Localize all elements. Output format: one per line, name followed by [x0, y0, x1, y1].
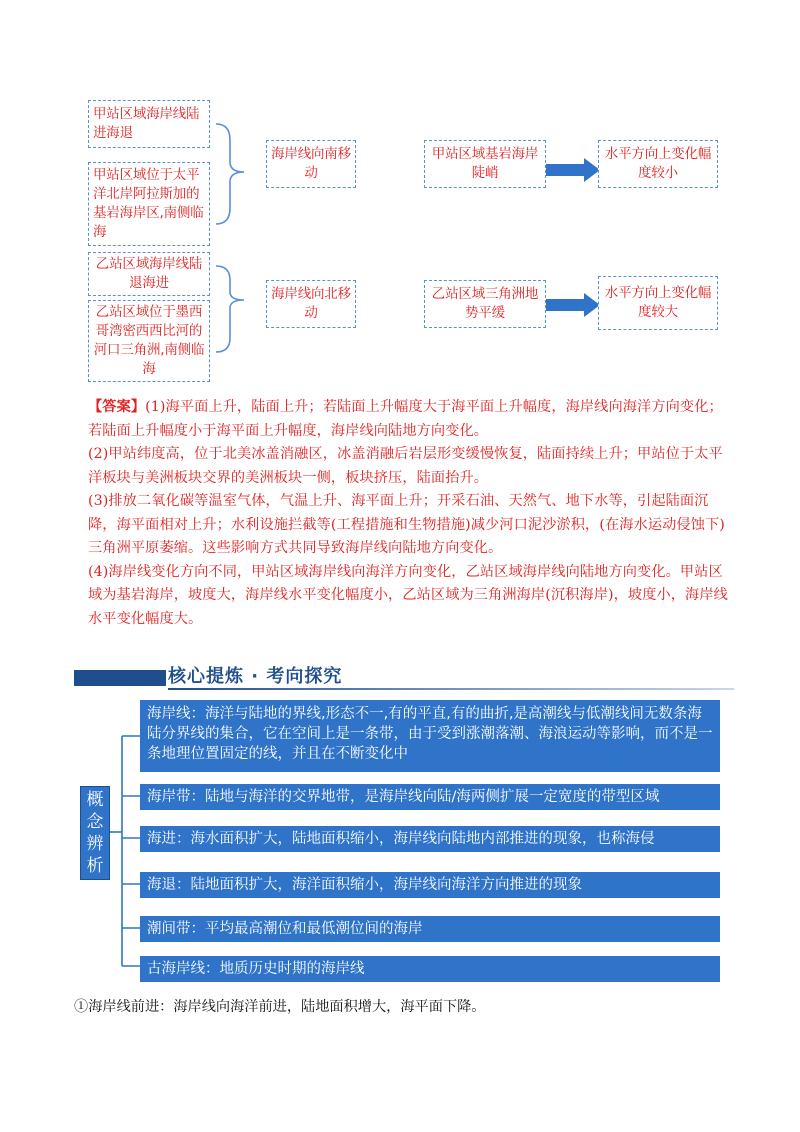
left-box-jia-location: 甲站区域位于太平洋北岸阿拉斯加的基岩海岸区,南侧临海 — [88, 162, 210, 246]
concept-item-intertidal: 潮间带：平均最高潮位和最低潮位间的海岸 — [140, 916, 720, 942]
concept-item-regression: 海退：陆地面积扩大，海洋面积缩小，海岸线向海洋方向推进的现象 — [140, 872, 720, 898]
left-box-yi-location: 乙站区域位于墨西哥湾密西西比河的河口三角洲,南侧临海 — [88, 300, 210, 382]
result-box-large: 水平方向上变化幅度较大 — [598, 276, 718, 330]
answer-section — [88, 396, 733, 631]
result-box-small: 水平方向上变化幅度较小 — [598, 140, 718, 188]
concept-root-label — [80, 786, 110, 880]
concept-item-transgression: 海进：海水面积扩大，陆地面积缩小，海岸线向陆地内部推进的现象，也称海侵 — [140, 826, 720, 852]
arrow-right-icon — [546, 293, 602, 317]
answer-paragraph-2: (2)甲站纬度高，位于北美冰盖消融区，冰盖消融后岩层形变缓慢恢复，陆面持续上升；甲站位于太平洋板块与美洲板块交界的美洲板块一侧，板块挤压，陆面抬升。 — [88, 446, 723, 486]
root-char: 念 — [86, 812, 104, 832]
left-box-jia-retreat: 甲站区域海岸线陆进海退 — [88, 100, 210, 148]
section-header — [74, 664, 734, 690]
answer-paragraph-3: (3)排放二氧化碳等温室气体，气温上升、海平面上升；开采石油、天然气、地下水等，引起陆面沉降，海平面相对上升；水利设施拦截等(工程措施和生物措施)减少河口泥沙淤积，(在海水运动侵蚀下)三角洲平原萎缩。这些影响方式共同导致海岸线向陆地方向变化。 — [88, 493, 725, 556]
brace-jia — [212, 110, 262, 240]
answer-paragraph-1 — [88, 396, 733, 443]
mid-box-south: 海岸线向南移动 — [266, 140, 356, 188]
answer-tag: 【答案】 — [88, 399, 146, 415]
concept-item-coastline: 海岸线：海洋与陆地的界线,形态不一,有的平直,有的曲折,是高潮线与低潮线间无数条海陆分界线的集合，它在空间上是一条带，由于受到涨潮落潮、海浪运动等影响，而不是一条地理位置固定的线，并且在不断变化中 — [140, 700, 720, 772]
section-header-bar — [74, 670, 166, 686]
mid-box-north: 海岸线向北移动 — [266, 280, 356, 328]
coastline-diagram — [0, 0, 800, 390]
cause-box-delta: 乙站区域三角洲地势平缓 — [424, 280, 546, 328]
section-underline — [168, 688, 734, 690]
concept-item-coastal-zone: 海岸带：陆地与海洋的交界地带，是海岸线向陆/海两侧扩展一定宽度的带型区域 — [140, 784, 720, 810]
root-char: 辨 — [86, 834, 104, 854]
left-box-yi-advance: 乙站区域海岸线陆退海进 — [88, 252, 210, 296]
brace-yi — [212, 252, 262, 382]
concept-item-ancient-coastline: 古海岸线：地质历史时期的海岸线 — [140, 956, 720, 982]
coastline-advance-note: ①海岸线前进：海岸线向海洋前进，陆地面积增大，海平面下降。 — [74, 999, 486, 1015]
answer-paragraph-4: (4)海岸线变化方向不同，甲站区域海岸线向海洋方向变化，乙站区域海岸线向陆地方向变化。甲站区域为基岩海岸，坡度大，海岸线水平变化幅度小，乙站区域为三角洲海岸(沉积海岸)，坡度小，海岸线水平变化幅度大。 — [88, 563, 728, 627]
arrow-right-icon — [546, 158, 602, 182]
answer-text-1: (1)海平面上升，陆面上升；若陆面上升幅度大于海平面上升幅度，海岸线向海洋方向变化；若陆面上升幅度小于海平面上升幅度，海岸线向陆地方向变化。 — [88, 399, 723, 439]
section-title: 核心提炼 · 考向探究 — [168, 666, 343, 687]
cause-box-bedrock: 甲站区域基岩海岸陡峭 — [424, 140, 546, 188]
root-char: 析 — [86, 856, 104, 876]
root-char: 概 — [86, 790, 104, 810]
